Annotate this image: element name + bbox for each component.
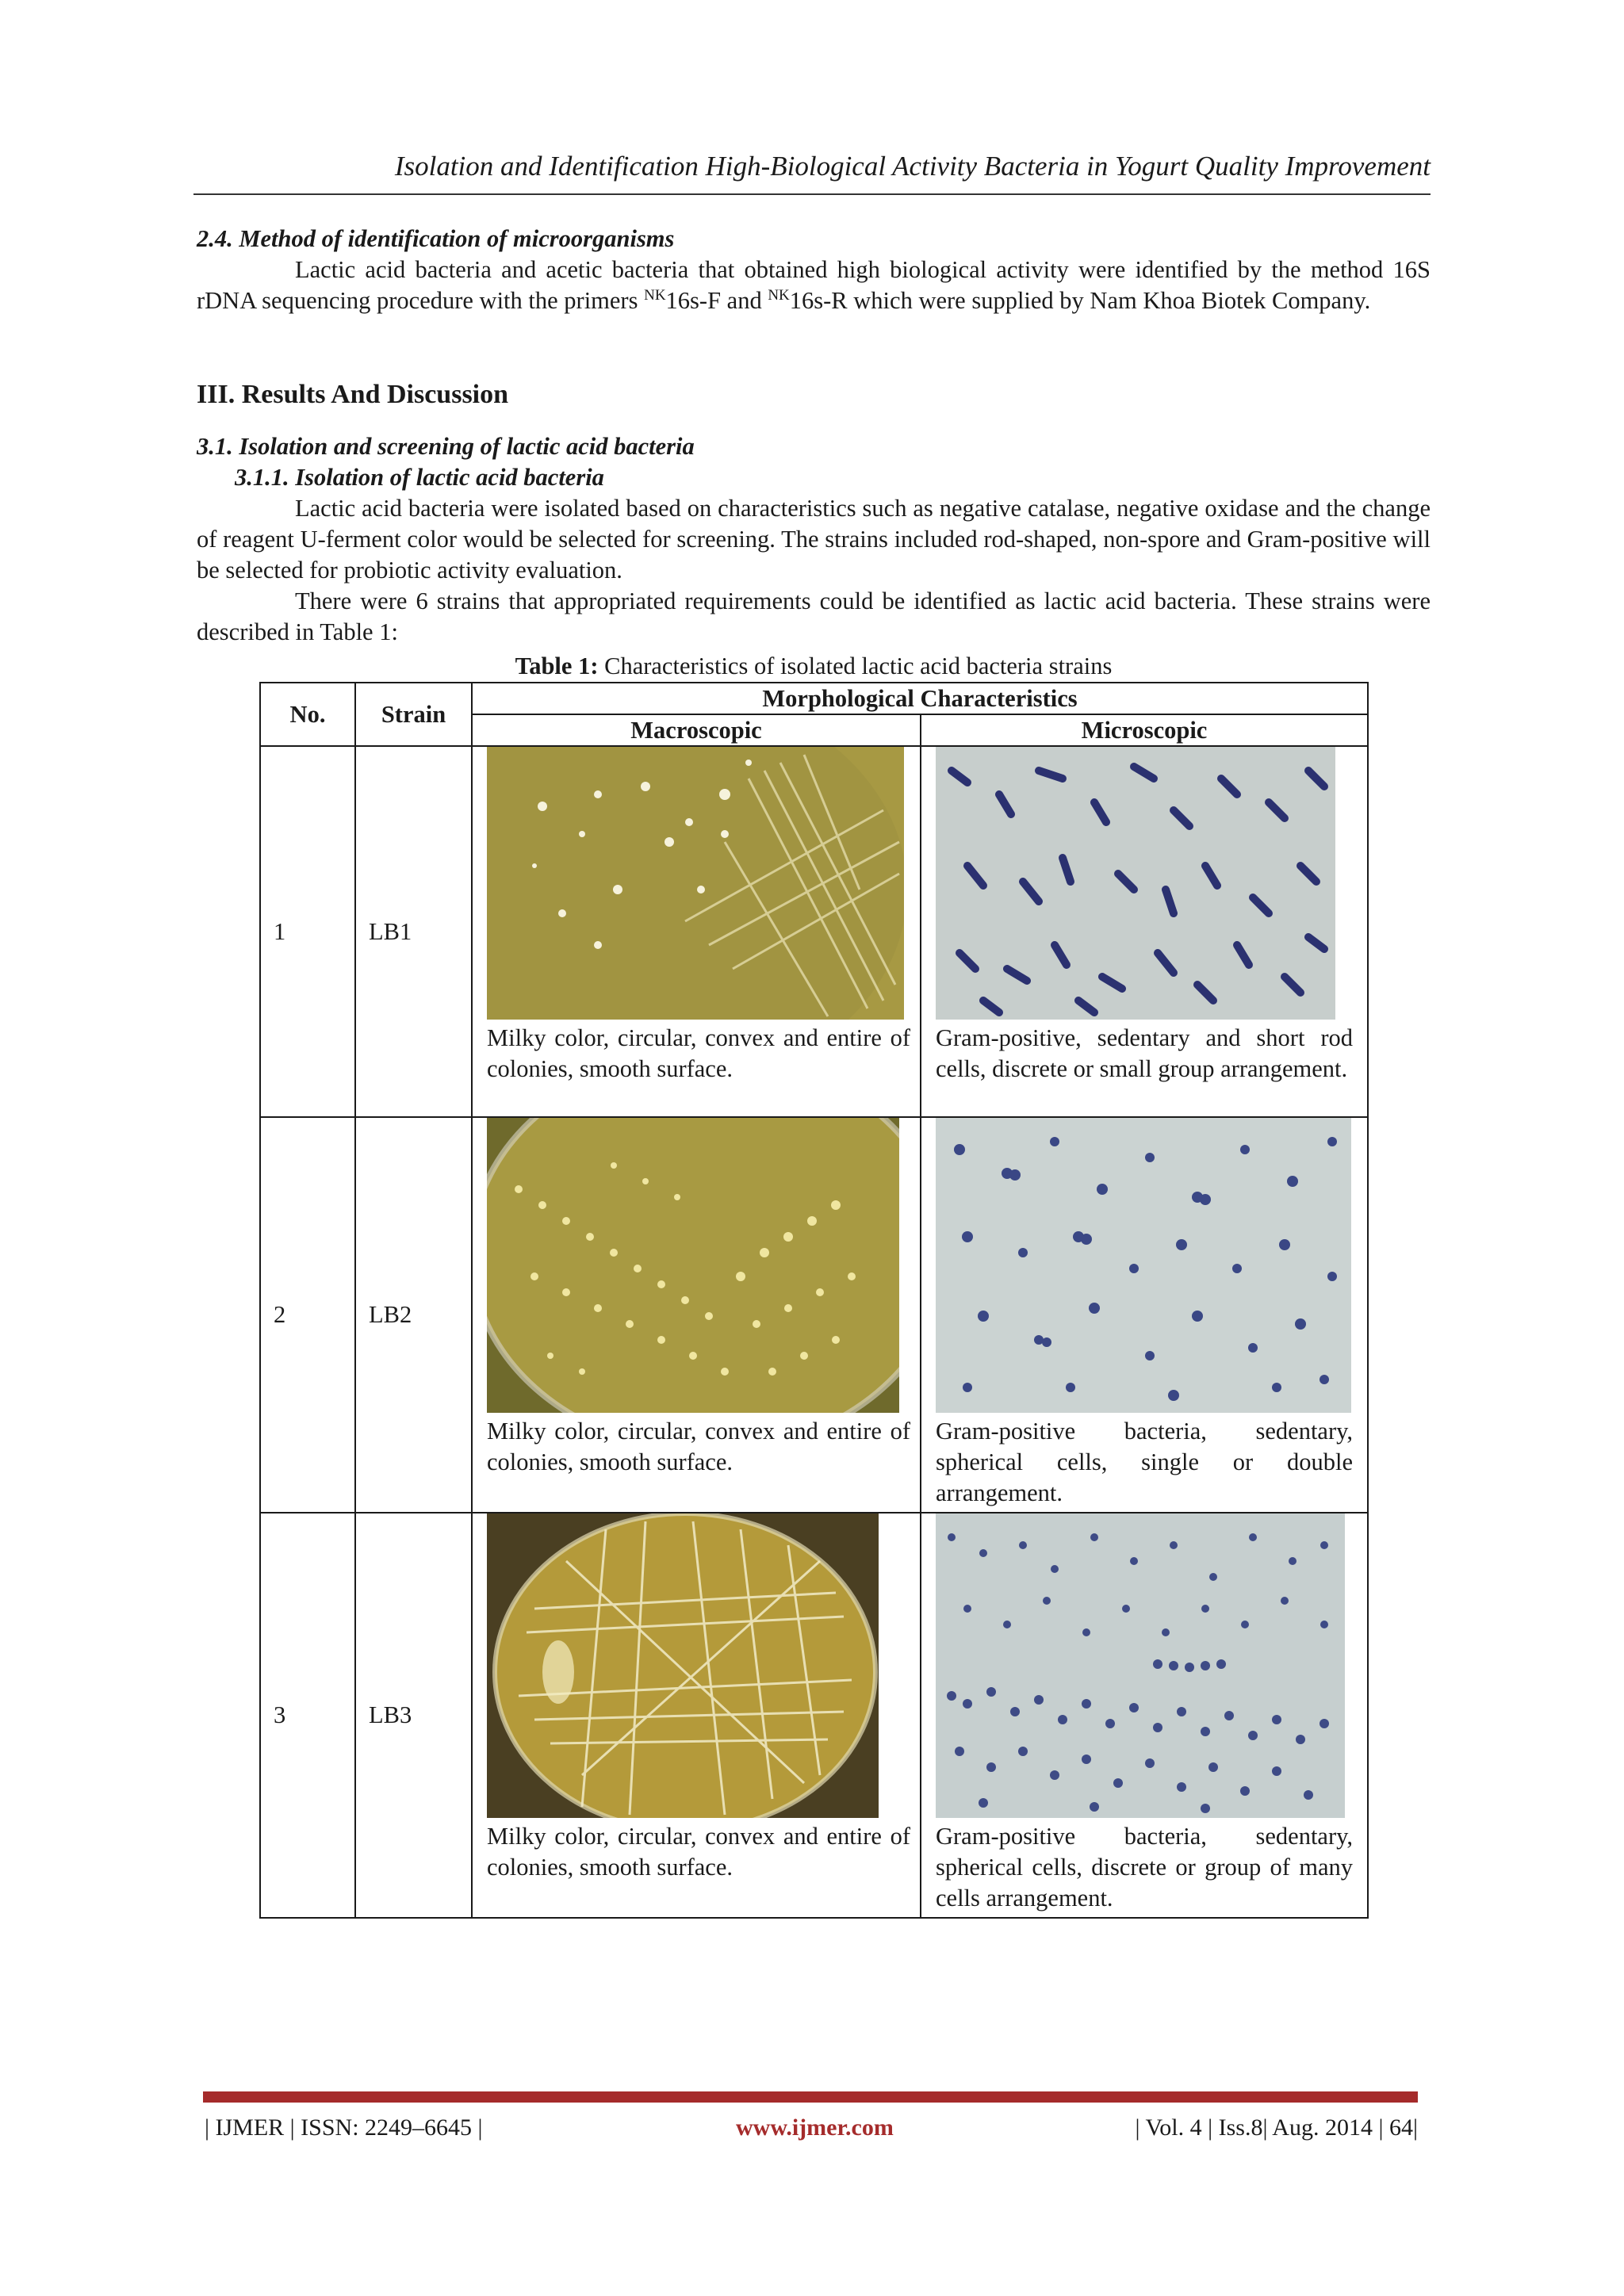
superscript: NK [644, 286, 666, 304]
microscopic-cell [921, 1117, 1368, 1513]
section-3-1 [197, 431, 1431, 648]
page-footer [205, 2112, 1418, 2144]
microscopic-cell [921, 746, 1368, 1117]
macroscopic-description: Milky color, circular, convex and entire of colonies, smooth surface. [487, 1418, 910, 1475]
column-header-morphology: Morphological Characteristics [472, 683, 1368, 714]
paragraph: There were 6 strains that appropriated requirements could be identified as lactic acid bacteria. These strains were described in Table 1: [197, 587, 1431, 645]
table-row [260, 1513, 1368, 1918]
section-3 [197, 379, 1431, 410]
footer-rule [203, 2091, 1418, 2103]
row-number: 3 [260, 1513, 355, 1918]
macroscopic-description: Milky color, circular, convex and entire of colonies, smooth surface. [487, 1823, 910, 1881]
microscopic-description: Gram-positive, sedentary and short rod cells, discrete or small group arrangement. [936, 1024, 1354, 1082]
section-2-4 [197, 224, 1431, 316]
table-caption: Table 1: Characteristics of isolated lactic acid bacteria strains [515, 652, 1113, 679]
strain-name: LB2 [355, 1117, 472, 1513]
row-number: 2 [260, 1117, 355, 1513]
colony-plate-photo [487, 747, 904, 1020]
section-heading: III. Results And Discussion [197, 380, 509, 409]
row-number: 1 [260, 746, 355, 1117]
colony-plate-photo [487, 1513, 879, 1818]
table-row [260, 746, 1368, 1117]
microscopic-cell [921, 1513, 1368, 1918]
table-header-row [260, 683, 1368, 714]
macroscopic-cell [472, 1513, 921, 1918]
strain-name: LB1 [355, 746, 472, 1117]
header-rule [193, 193, 1431, 195]
column-header-macroscopic: Macroscopic [472, 714, 921, 746]
microscope-photo [936, 747, 1335, 1020]
column-header-microscopic: Microscopic [921, 714, 1368, 746]
microscope-photo [936, 1118, 1351, 1413]
paragraph: Lactic acid bacteria and acetic bacteria that obtained high biological activity were identified by the method 16S rDNA sequencing procedure with the primers $^{NK}$16s-F and $^{NK}$16s-R which were supplied by Nam Khoa Biotek Company. [197, 256, 1431, 314]
section-heading: 3.1. Isolation and screening of lactic acid bacteria [197, 433, 695, 460]
column-header-strain: Strain [355, 683, 472, 746]
macroscopic-cell [472, 1117, 921, 1513]
footer-journal-info: | IJMER | ISSN: 2249–6645 | [205, 2114, 483, 2141]
microscope-photo [936, 1513, 1345, 1818]
microscopic-description: Gram-positive bacteria, sedentary, spherical cells, single or double arrangement. [936, 1418, 1354, 1506]
section-heading: 2.4. Method of identification of microorganisms [197, 225, 675, 252]
strain-name: LB3 [355, 1513, 472, 1918]
macroscopic-cell [472, 746, 921, 1117]
table-row [260, 1117, 1368, 1513]
paragraph: Lactic acid bacteria were isolated based on characteristics such as negative catalase, negative oxidase and the change of reagent U-ferment color would be selected for screening. The strains included rod-shaped, non-spore and Gram-positive will be selected for probiotic activity evaluation. [197, 495, 1431, 584]
macroscopic-description: Milky color, circular, convex and entire of colonies, smooth surface. [487, 1024, 910, 1082]
footer-website-link[interactable]: www.ijmer.com [736, 2114, 894, 2141]
colony-plate-photo [487, 1118, 899, 1413]
strain-table [259, 682, 1369, 1919]
subsection-heading: 3.1.1. Isolation of lactic acid bacteria [235, 464, 604, 491]
superscript: NK [768, 286, 790, 304]
running-header: Isolation and Identification High-Biological Activity Bacteria in Yogurt Quality Improvement [394, 151, 1431, 182]
microscopic-description: Gram-positive bacteria, sedentary, spherical cells, discrete or group of many cells arrangement. [936, 1823, 1354, 1911]
footer-issue-info: | Vol. 4 | Iss.8| Aug. 2014 | 64| [1135, 2114, 1418, 2141]
column-header-no: No. [260, 683, 355, 746]
